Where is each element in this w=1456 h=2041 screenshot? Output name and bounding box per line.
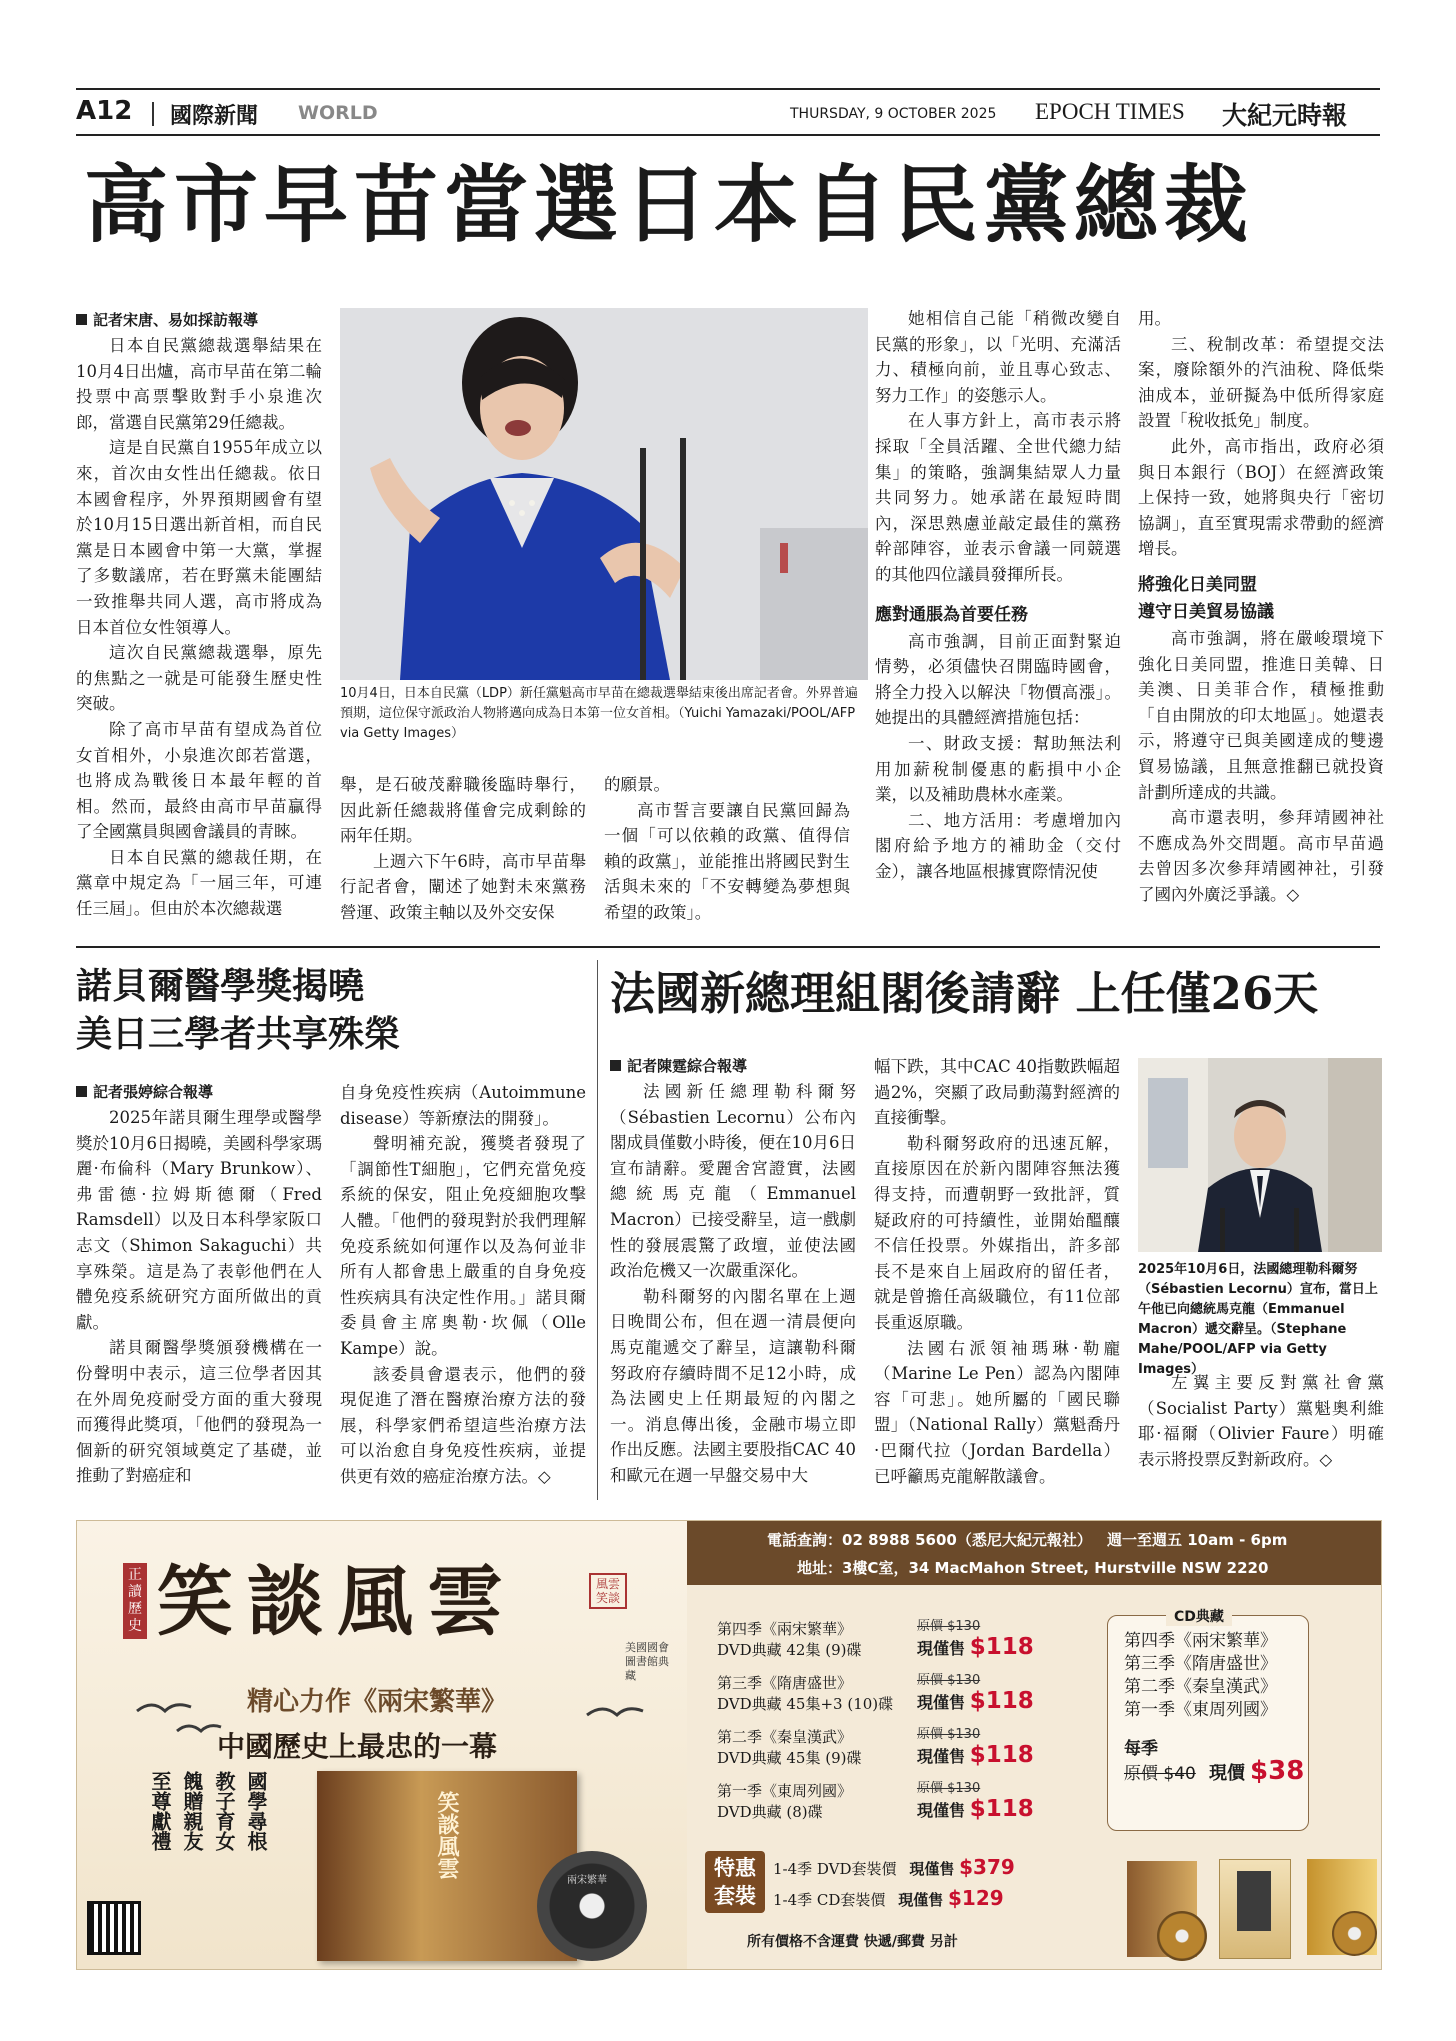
lead-byline: 記者宋唐、易如採訪報導	[76, 308, 322, 333]
lead-col-5: 用。 三、稅制改革：希望提交法案，廢除額外的汽油稅、降低柴油成本，並研擬為中低所得家庭設置「稅收抵免」制度。 此外，高市指出，政府必須與日本銀行（BOJ）在經濟政策上保持一致，她將與央行「密切協調」，直至實現需求帶動的經濟增長。 將強化日美同盟 遵守日美貿易協議 高市強調，將在嚴峻環境下強化日美同盟，推進日美韓、日美澳、日美菲合作，積極推動「自由開放的印太地區」。她還表示，將遵守已與美國達成的雙邊貿易協議，且無意推翻已就投資計劃所達成的共識。 高市還表明，參拜靖國神社不應成為外交問題。高市早苗過去曾因多次參拜靖國神社，引發了國內外廣泛爭議。◇	[1138, 309, 1384, 904]
france-col-2: 幅下跌，其中CAC 40指數跌幅超過2%，突顯了政局動蕩對經濟的直接衝擊。 勒科爾努政府的迅速瓦解，直接原因在於新內閣陣容無法獲得支持，而遭朝野一致批評，質疑政府的可持續性，並開始醞釀不信任投票。外媒指出，許多部長不是來自上屆政府的留任者，就是曾擔任高級職位，有11位部長重返原職。 法國右派領袖瑪琳·勒龐（Marine Le Pen）認為內閣陣容「可悲」。她所屬的「國民聯盟」（National Rally）黨魁喬丹·巴爾代拉（Jordan Bardella）已呼籲馬克龍解散議會。	[874, 1057, 1120, 1486]
ad-vertical-tag: 正讀歷史	[123, 1563, 147, 1639]
ad-title: 笑談風雲	[157, 1557, 517, 1646]
france-byline: 記者陳霆綜合報導	[610, 1054, 856, 1079]
ad-cd-now-label: 現價	[1208, 1763, 1245, 1784]
nobel-headline: 諾貝爾醫學獎揭曉 美日三學者共享殊榮	[76, 965, 401, 1055]
ad-cd-title: CD典藏	[1166, 1606, 1232, 1626]
lead-photo-caption: 10月4日，日本自民黨（LDP）新任黨魁高市早苗在總裁選舉結束後出席記者會。外界普遍預期，這位保守派政治人物將邁向成為日本第一位女首相。（Yuichi Yamazaki/POOL/AFP via Getty Images）	[340, 686, 858, 741]
ad-contact-bar	[687, 1521, 1381, 1585]
ad-cd-box: CD典藏 第四季《兩宋繁華》 第三季《隋唐盛世》 第二季《秦皇漢武》 第一季《東周列國》 每季 原價 $40 現價 $38	[1107, 1615, 1309, 1831]
france-headline: 法國新總理組閣後請辭 上任僅26天	[610, 967, 1319, 1020]
section-title: 國際新聞	[170, 104, 259, 129]
nobel-col-1: 記者張婷綜合報導 2025年諾貝爾生理學或醫學獎於10月6日揭曉，美國科學家瑪麗·布倫科（Mary Brunkow）、弗雷德·拉姆斯德爾（Fred Ramsdell）以及日本科學家阪口志文（Shimon Sakaguchi）共享殊榮。這是為了表彰他們在人體免疫系統研究方面所做出的貢獻。 諾貝爾醫學獎頒發機構在一份聲明中表示，這三位學者因其在外周免疫耐受方面的重大發現而獲得此獎項，「他們的發現為一個新的研究領域奠定了基礎，並推動了對癌症和	[76, 1080, 322, 1489]
takaichi-photo	[340, 308, 868, 680]
ad-hours: 週一至週五 10am - 6pm	[1107, 1531, 1288, 1549]
lead-col-2: 舉，是石破茂辭職後臨時舉行，因此新任總裁將僅會完成剩餘的兩年任期。 上週六下午6時，高市早苗舉行記者會，闡述了她對未來黨務營運、政策主軸以及外交安保	[340, 775, 586, 922]
ad-box-title: 笑談風雲	[434, 1791, 460, 1879]
lead-headline: 高市早苗當選日本自民黨總裁	[84, 155, 1255, 254]
ad-address: 地址：3樓C室，34 MacMahon Street, Hurstville NSW 2220	[797, 1559, 1269, 1577]
header-divider	[152, 102, 154, 126]
issue-date: THURSDAY, 9 OCTOBER 2025	[790, 106, 997, 122]
ad-phone[interactable]: 電話查詢：02 8988 5600（悉尼大紀元報社）	[767, 1531, 1092, 1549]
ad-dvd-row: 第四季《兩宋繁華》 DVD典藏 42集 (9)碟 原價 $130 現僅售 $118	[717, 1619, 1034, 1660]
ad-cd-now: $38	[1250, 1756, 1305, 1786]
ad-footer: 所有價格不含運費 快遞/郵費 另計	[747, 1934, 958, 1950]
ad-tagline-2: 中國歷史上最忠的一幕	[217, 1730, 498, 1763]
ad-art-panel	[77, 1521, 687, 1969]
dvd-advertisement	[76, 1520, 1382, 1970]
lecornu-photo	[1138, 1058, 1382, 1252]
lead-subhead-inflation: 應對通脹為首要任務	[875, 604, 1028, 625]
nobel-byline: 記者張婷綜合報導	[76, 1080, 322, 1105]
france-col-3: 左翼主要反對黨社會黨（Socialist Party）黨魁奧利維耶·福爾（Olivier Faure）明確表示將投票反對新政府。◇	[1138, 1373, 1384, 1469]
ad-cd-orig: 原價 $40	[1124, 1764, 1196, 1784]
nobel-col-2: 自身免疫性疾病（Autoimmune disease）等新療法的開發」。 聲明補充說，獲獎者發現了「調節性T細胞」，它們充當免疫系統的保安，阻止免疫細胞攻擊人體。「他們的發現對於我們理解免疫系統如何運作以及為何並非所有人都會患上嚴重的自身免疫性疾病具有決定性作用。」諾貝爾委員會主席奧勒·坎佩（Olle Kampe）說。 該委員會還表示，他們的發現促進了潛在醫療治療方法的發展，科學家們希望這些治療方法可以治愈自身免疫性疾病，並提供更有效的癌症治療方法。◇	[340, 1083, 586, 1486]
lead-col-4: 她相信自己能「稍微改變自民黨的形象」，以「光明、充滿活力、積極向前，並且專心致志、努力工作」的姿態示人。 在人事方針上，高市表示將採取「全員活躍、全世代總力結集」的策略，強調集結眾人力量共同努力。她承諾在最短時間內，深思熟慮並敲定最佳的黨務幹部陣容，並表示會議一同競選的其他四位議員發揮所長。 應對通脹為首要任務 高市強調，目前正面對緊迫情勢，必須儘快召開臨時國會，將全力投入以解決「物價高漲」。她提出的具體經濟措施包括： 一、財政支援：幫助無法利用加薪稅制優惠的虧損中小企業，以及補助農林水產業。 二、地方活用：考慮增加內閣府給予地方的補助金（交付金），讓各地區根據實際情況使	[875, 309, 1121, 881]
lead-col-1: 記者宋唐、易如採訪報導 日本自民黨總裁選舉結果在10月4日出爐，高市早苗在第二輪投票中高票擊敗對手小泉進次郎，當選自民黨第29任總裁。 這是自民黨自1955年成立以來，首次由女性出任總裁。依日本國會程序，外界預期國會有望於10月15日選出新首相，而自民黨是日本國會中第一大黨，掌握了多數議席，若在野黨未能團結一致推舉共同人選，高市將成為日本首位女性領導人。 這次自民黨總裁選舉，原先的焦點之一就是可能發生歷史性突破。 除了高市早苗有望成為首位女首相外，小泉進次郎若當選，也將成為戰後日本最年輕的首相。然而，最終由高市早苗贏得了全國黨員與國會議員的青睞。 日本自民黨的總裁任期，在黨章中規定為「一屆三年，可連任三屆」。但由於本次總裁選	[76, 308, 322, 922]
section-title-en: WORLD	[298, 102, 378, 124]
ad-seal: 風雲笑談	[589, 1573, 627, 1609]
ad-dvd-row: 第一季《東周列國》 DVD典藏 (8)碟 原價 $130 現僅售 $118	[717, 1781, 1034, 1822]
france-photo-caption: 2025年10月6日，法國總理勒科爾努（Sébastien Lecornu）宣布，當日上午他已向總統馬克龍（Emmanuel Macron）遞交辭呈。（Stephane Mahe/POOL/AFP via Getty Images）	[1138, 1262, 1378, 1377]
paper-name-zh: 大紀元時報	[1222, 101, 1348, 130]
story-divider	[597, 960, 598, 1500]
ad-special-prices: 1-4季 DVD套裝價 現僅售 $379 1-4季 CD套裝價 現僅售 $129	[773, 1855, 1015, 1910]
page-number: A12	[76, 96, 133, 126]
ad-dvd-row: 第三季《隋唐盛世》 DVD典藏 45集+3 (10)碟 原價 $130 現僅售 $118	[717, 1673, 1034, 1714]
ad-disc-label: 兩宋繁華	[567, 1875, 607, 1886]
ad-box-set	[317, 1771, 577, 1961]
lead-subhead-alliance: 將強化日美同盟 遵守日美貿易協議	[1138, 574, 1274, 622]
ad-registry: 美國國會圖書館典藏	[625, 1641, 669, 1682]
ad-qr-code[interactable]	[87, 1901, 141, 1955]
lead-col-3: 的願景。 高市誓言要讓自民黨回歸為一個「可以依賴的政黨、值得信賴的政黨」，並能推出將國民對生活與未來的「不安轉變為夢想與希望的政策」。	[604, 775, 850, 922]
ad-disc	[537, 1851, 647, 1961]
ad-cd-each: 每季	[1124, 1739, 1158, 1759]
france-col-1: 記者陳霆綜合報導 法國新任總理勒科爾努（Sébastien Lecornu）公布內閣成員僅數小時後，便在10月6日宣布請辭。愛麗舍宮證實，法國總統馬克龍（Emmanuel Macron）已接受辭呈，這一戲劇性的發展震驚了政壇，並使法國政治危機又一次嚴重深化。 勒科爾努的內閣名單在上週日晚間公布，但在週一清晨便向馬克龍遞交了辭呈，這讓勒科爾努政府存續時間不足12小時，成為法國史上任期最短的內閣之一。消息傳出後，金融市場立即作出反應。法國主要股指CAC 40和歐元在週一早盤交易中大	[610, 1054, 856, 1489]
ad-dvd-row: 第二季《秦皇漢武》 DVD典藏 45集 (9)碟 原價 $130 現僅售 $118	[717, 1727, 1034, 1768]
paper-name-en: EPOCH TIMES	[1035, 99, 1185, 124]
ad-gift-lines: 國學尋根 教子育女 餽贈親友 至尊獻禮	[148, 1771, 268, 1851]
ad-tagline-1: 精心力作《兩宋繁華》	[247, 1687, 508, 1717]
ad-special-badge: 特惠 套裝	[705, 1851, 765, 1913]
ad-product-images	[1127, 1851, 1381, 1961]
